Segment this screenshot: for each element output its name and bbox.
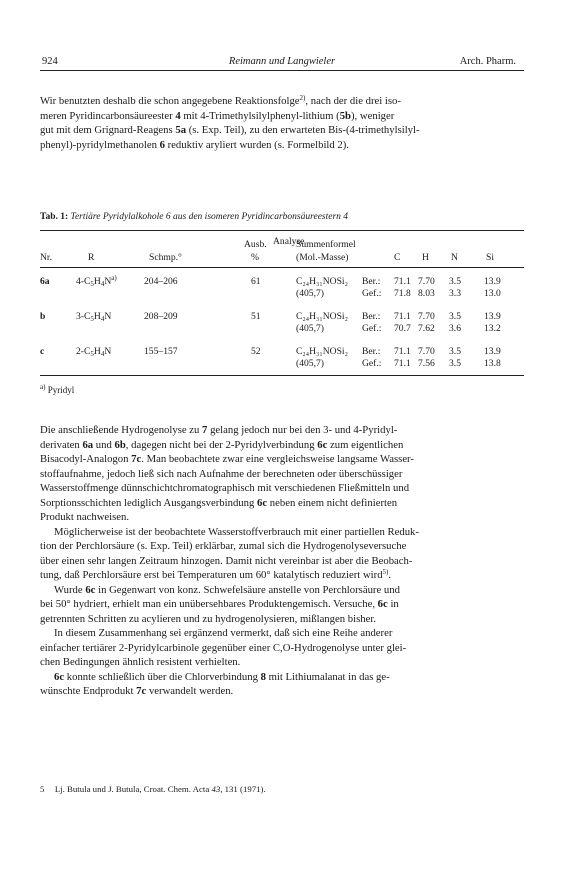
table-footnote-mark: a) [40, 383, 46, 391]
body-line [40, 539, 524, 554]
text-run: gelang jedoch nur bei den 3- und 4-Pyridyl- [207, 424, 398, 436]
compound-number: 6c [54, 670, 65, 683]
text-run: neben einem nicht definierten [267, 496, 398, 509]
gef-value: 71.1 [394, 358, 411, 369]
gef-value: 3.6 [449, 323, 461, 334]
running-head-authors: Reimann und Langwieler [228, 56, 336, 67]
compound-number: 7c [136, 685, 147, 697]
ber-label: Ber.: [362, 276, 381, 287]
text-run: chen Bedingungen ähnlich resistent verhielten. [40, 656, 241, 668]
ausb-unit-header: % [251, 252, 259, 263]
text-run: derivaten [40, 438, 83, 451]
ber-value: 7.70 [418, 276, 435, 287]
ber-value: 13.9 [484, 276, 501, 287]
gef-label: Gef.: [362, 323, 382, 334]
body-text [40, 423, 524, 699]
subscript: 4 [100, 315, 105, 323]
text-run: , nach der die drei iso- [305, 95, 401, 107]
text-run: konnte schließlich über die Chlorverbindung [64, 670, 261, 683]
table-caption [40, 212, 348, 222]
ber-value: 3.5 [449, 311, 461, 322]
text-run: H [93, 346, 101, 357]
text-run: 2-C [76, 346, 91, 357]
compound-number: 5a [175, 124, 187, 136]
footnote-ref: a) [111, 274, 117, 282]
r-substituent [76, 346, 111, 358]
r-substituent [76, 276, 117, 288]
body-line [40, 612, 524, 627]
formel-header: Summenformel [296, 239, 356, 250]
running-head-journal: Arch. Pharm. [459, 56, 516, 67]
footnote-text-pre: Lj. Butula und J. Butula, Croat. Chem. Acta [54, 784, 212, 794]
text-run: bei 50° hydriert, erhielt man ein unübersehbares Produktengemisch. Versuche, [40, 598, 378, 610]
compound-number: 6c [257, 496, 268, 509]
text-run: H [93, 276, 101, 287]
mol-mass: (405,7) [296, 288, 324, 299]
subscript: 5 [90, 315, 94, 323]
ber-value: 7.70 [418, 346, 435, 357]
text-run: in [387, 598, 399, 610]
compound-number: 6b [114, 438, 126, 451]
text-run: meren Pyridincarbonsäureester [40, 109, 176, 122]
intro-paragraph [40, 94, 524, 152]
body-line [40, 525, 524, 540]
r-substituent [76, 311, 111, 323]
c-header: C [394, 252, 401, 263]
text-run: , dagegen nicht bei der 2-Pyridylverbindung [125, 438, 318, 451]
n-header: N [451, 252, 458, 263]
compound-number: 6c [85, 583, 96, 596]
text-run: zum eigentlichen [327, 438, 404, 451]
table-caption-text: Tertiäre Pyridylalkohole 6 aus den isomeren Pyridincarbonsäureestern 4 [70, 212, 349, 222]
compound-number: 4 [175, 109, 181, 122]
text-run: Wir benutzten deshalb die schon angegebene Reaktionsfolge [40, 95, 300, 107]
text-run: stoffaufnahme, jedoch ließ sich nach Aufnahme der berechneten oder überschüssiger [40, 467, 403, 480]
footnote-number: 5 [40, 784, 45, 794]
journal-page [40, 54, 524, 794]
ber-value: 13.9 [484, 346, 501, 357]
body-line [40, 452, 524, 467]
text-run: (s. Exp. Teil), zu den erwarteten Bis-(4-trimethylsilyl- [186, 124, 420, 136]
mol-mass: (405,7) [296, 358, 324, 369]
melting-point: 204–206 [144, 276, 178, 287]
formula: C₂₄H₃₁NOSi₂ [296, 311, 348, 322]
ber-label: Ber.: [362, 346, 381, 357]
table-top-rule [40, 230, 524, 231]
ber-value: 71.1 [394, 346, 411, 357]
footnote-text-post: , 131 (1971). [220, 784, 266, 794]
text-run: ), weniger [351, 109, 395, 122]
text-run: . [388, 569, 392, 581]
yield: 52 [251, 346, 261, 357]
body-line [40, 626, 524, 641]
gef-label: Gef.: [362, 288, 382, 299]
analyse-header: Analyse [273, 236, 305, 247]
text-run: mit Lithiumalanat in das ge- [265, 670, 390, 683]
row-number: c [40, 346, 45, 357]
text-run: N [104, 276, 112, 287]
text-run: einfacher tertiärer 2-Pyridylcarbinole gegenüber einer C,O-Hydrogenolyse unter glei- [40, 641, 407, 654]
gef-value: 13.8 [484, 358, 501, 369]
h-header: H [422, 252, 429, 263]
intro-line [40, 138, 524, 153]
citation-mark: 2) [299, 94, 306, 102]
melting-point: 155–157 [144, 346, 178, 357]
subscript: 5 [90, 280, 94, 288]
body-line [40, 554, 524, 569]
ber-value: 13.9 [484, 311, 501, 322]
compound-number: 6c [377, 598, 388, 610]
body-line [40, 481, 524, 496]
text-run: N [104, 346, 112, 357]
body-line [40, 655, 524, 670]
row-number: b [40, 311, 46, 322]
text-run: H [93, 311, 101, 322]
body-line [40, 597, 524, 612]
formula: C₂₄H₃₁NOSi₂ [296, 346, 348, 357]
compound-number: 6c [317, 438, 328, 451]
intro-line [40, 109, 524, 124]
intro-line [40, 123, 524, 138]
reference-footnote [40, 784, 266, 794]
text-run: verwandelt werden. [146, 685, 234, 697]
compound-number: 7 [202, 424, 208, 436]
gef-value: 70.7 [394, 323, 411, 334]
gef-value: 13.2 [484, 323, 501, 334]
text-run: Möglicherweise ist der beobachtete Wasserstoffverbrauch mit einer partiellen Reduk- [54, 525, 419, 538]
text-run: und [93, 438, 115, 451]
text-run: tung, daß Perchlorsäure erst bei Temperaturen um 60° katalytisch reduziert wird [40, 569, 383, 581]
gef-label: Gef.: [362, 358, 382, 369]
gef-value: 71.8 [394, 288, 411, 299]
body-line [40, 641, 524, 656]
gef-value: 3.3 [449, 288, 461, 299]
row-number: 6a [40, 276, 50, 287]
ber-value: 71.1 [394, 311, 411, 322]
text-run: getrennten Schritten zu acylieren und zu hydrogenolysieren, mißlangen bisher. [40, 612, 376, 625]
gef-value: 13.0 [484, 288, 501, 299]
running-head [40, 54, 524, 71]
text-run: tion der Perchlorsäure (s. Exp. Teil) erklärbar, zumal sich die Hydrogenolyseversuche [40, 540, 407, 552]
body-line [40, 583, 524, 598]
gef-value: 7.56 [418, 358, 435, 369]
body-line [40, 670, 524, 685]
compound-number: 6a [82, 438, 94, 451]
ber-value: 3.5 [449, 276, 461, 287]
text-run: Bisacodyl-Analogon [40, 453, 132, 465]
citation-mark: 5) [382, 568, 389, 576]
footnote-volume: 43 [211, 784, 221, 794]
text-run: . Man beobachtete zwar eine vergleichsweise langsame Wasser- [141, 453, 414, 465]
body-line [40, 467, 524, 482]
si-header: Si [486, 252, 495, 263]
schmp-header: Schmp.° [149, 252, 182, 263]
yield: 61 [251, 276, 261, 287]
body-line [40, 568, 524, 583]
text-run: reduktiv aryliert wurden (s. Formelbild 2). [164, 138, 349, 151]
body-line [40, 684, 524, 699]
body-line [40, 510, 524, 525]
body-line [40, 438, 524, 453]
table-header-rule [40, 267, 524, 268]
text-run: mit 4-Trimethylsilylphenyl-lithium ( [180, 109, 340, 122]
compound-number: 6 [159, 138, 165, 151]
compound-number: 5b [339, 109, 351, 122]
intro-line [40, 94, 524, 109]
table-caption-label: Tab. 1: [40, 212, 69, 222]
text-run: Sorptionsschichten lediglich Ausgangsverbindung [40, 496, 257, 509]
compound-number: 7c [131, 453, 142, 465]
text-run: 4-C [76, 276, 91, 287]
text-run: Wurde [54, 583, 86, 596]
text-run: N [104, 311, 112, 322]
table-footnote [40, 385, 74, 395]
text-run: 3-C [76, 311, 91, 322]
text-run: In diesem Zusammenhang sei ergänzend vermerkt, daß sich eine Reihe anderer [54, 627, 393, 639]
text-run: wünschte Endprodukt [40, 685, 137, 697]
body-line [40, 496, 524, 511]
ber-label: Ber.: [362, 311, 381, 322]
yield: 51 [251, 311, 261, 322]
mol-mass: (405,7) [296, 323, 324, 334]
r-header: R [88, 252, 95, 263]
table-bottom-rule [40, 375, 524, 376]
gef-value: 8.03 [418, 288, 435, 299]
text-run: Die anschließende Hydrogenolyse zu [40, 424, 203, 436]
subscript: 4 [100, 350, 105, 358]
melting-point: 208–209 [144, 311, 178, 322]
ber-value: 3.5 [449, 346, 461, 357]
page-number: 924 [42, 56, 58, 67]
text-run: gut mit dem Grignard-Reagens [40, 124, 176, 136]
table-footnote-text: Pyridyl [47, 385, 75, 395]
compound-number: 8 [260, 670, 266, 683]
ber-value: 7.70 [418, 311, 435, 322]
subscript: 4 [100, 280, 105, 288]
nr-header: Nr. [40, 252, 52, 263]
text-run: Produkt nachweisen. [40, 511, 130, 523]
text-run: in Gegenwart von konz. Schwefelsäure anstelle von Perchlorsäure und [95, 583, 400, 596]
ber-value: 71.1 [394, 276, 411, 287]
body-line [40, 423, 524, 438]
text-run: phenyl)-pyridylmethanolen [40, 138, 160, 151]
text-run: über einen sehr langen Zeitraum hinzogen. Damit nicht vereinbar ist aber die Beobach- [40, 554, 413, 567]
gef-value: 7.62 [418, 323, 435, 334]
text-run: Wasserstoffmenge dünnschichtchromatographisch mit verschiedenen Fließmitteln und [40, 482, 410, 494]
ausb-header: Ausb. [244, 239, 267, 250]
gef-value: 3.5 [449, 358, 461, 369]
formula: C₂₄H₃₁NOSi₂ [296, 276, 348, 287]
formel-sub-header: (Mol.-Masse) [296, 252, 349, 263]
subscript: 5 [90, 350, 94, 358]
